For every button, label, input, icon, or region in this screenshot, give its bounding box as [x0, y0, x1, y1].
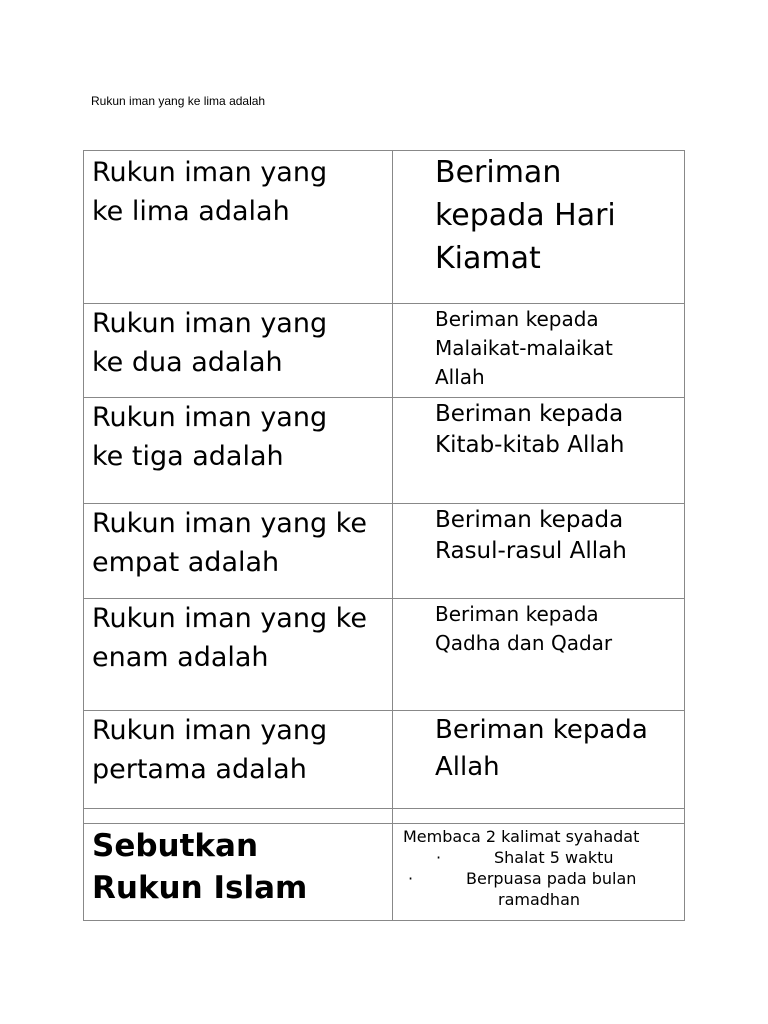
question-text: Rukun iman yang ke lima adalah	[92, 157, 328, 227]
question-cell	[84, 504, 393, 599]
answer-text: Beriman kepada Allah	[435, 715, 648, 782]
question-cell	[84, 599, 393, 711]
question-text: Rukun iman yang ke empat adalah	[92, 508, 367, 578]
bullet-icon: ·	[436, 848, 442, 867]
list-item-continuation: ramadhan	[498, 890, 581, 909]
answer-text: Beriman kepada Hari Kiamat	[435, 155, 616, 276]
list-item-text: Shalat 5 waktu	[494, 848, 614, 867]
answer-cell	[393, 151, 685, 304]
empty-cell	[84, 809, 393, 824]
spacer-row	[84, 809, 685, 824]
question-text: Rukun iman yang ke enam adalah	[92, 603, 367, 673]
answer-cell	[393, 304, 685, 398]
bullet-icon: ·	[408, 869, 414, 888]
question-cell	[84, 398, 393, 504]
empty-cell	[393, 809, 685, 824]
islam-question-text: Sebutkan Rukun Islam	[92, 828, 308, 906]
answer-cell	[393, 824, 685, 921]
answer-text: Beriman kepada Qadha dan Qadar	[435, 602, 613, 655]
question-cell	[84, 151, 393, 304]
table-row	[84, 504, 685, 599]
table-row	[84, 304, 685, 398]
question-text: Rukun iman yang ke tiga adalah	[92, 402, 328, 472]
answer-cell	[393, 711, 685, 809]
page-caption: Rukun iman yang ke lima adalah	[91, 94, 266, 108]
list-item	[403, 847, 684, 868]
list-item-text: Berpuasa pada bulan	[466, 869, 637, 888]
answer-cell	[393, 398, 685, 504]
answer-text: Beriman kepada Rasul-rasul Allah	[435, 507, 627, 564]
answer-text: Beriman kepada Kitab-kitab Allah	[435, 401, 625, 458]
table-row	[84, 151, 685, 304]
question-text: Rukun iman yang pertama adalah	[92, 715, 328, 785]
list-item: Membaca 2 kalimat syahadat	[403, 827, 640, 846]
answer-text: Beriman kepada Malaikat-malaikat Allah	[435, 307, 613, 389]
rukun-table	[83, 150, 685, 921]
table-row	[84, 711, 685, 809]
list-item	[403, 868, 684, 889]
question-cell	[84, 304, 393, 398]
answer-cell	[393, 599, 685, 711]
islam-answer-list	[403, 824, 684, 910]
table-row	[84, 599, 685, 711]
question-cell	[84, 711, 393, 809]
question-text: Rukun iman yang ke dua adalah	[92, 308, 328, 378]
table-row	[84, 398, 685, 504]
question-cell	[84, 824, 393, 921]
answer-cell	[393, 504, 685, 599]
table-row	[84, 824, 685, 921]
